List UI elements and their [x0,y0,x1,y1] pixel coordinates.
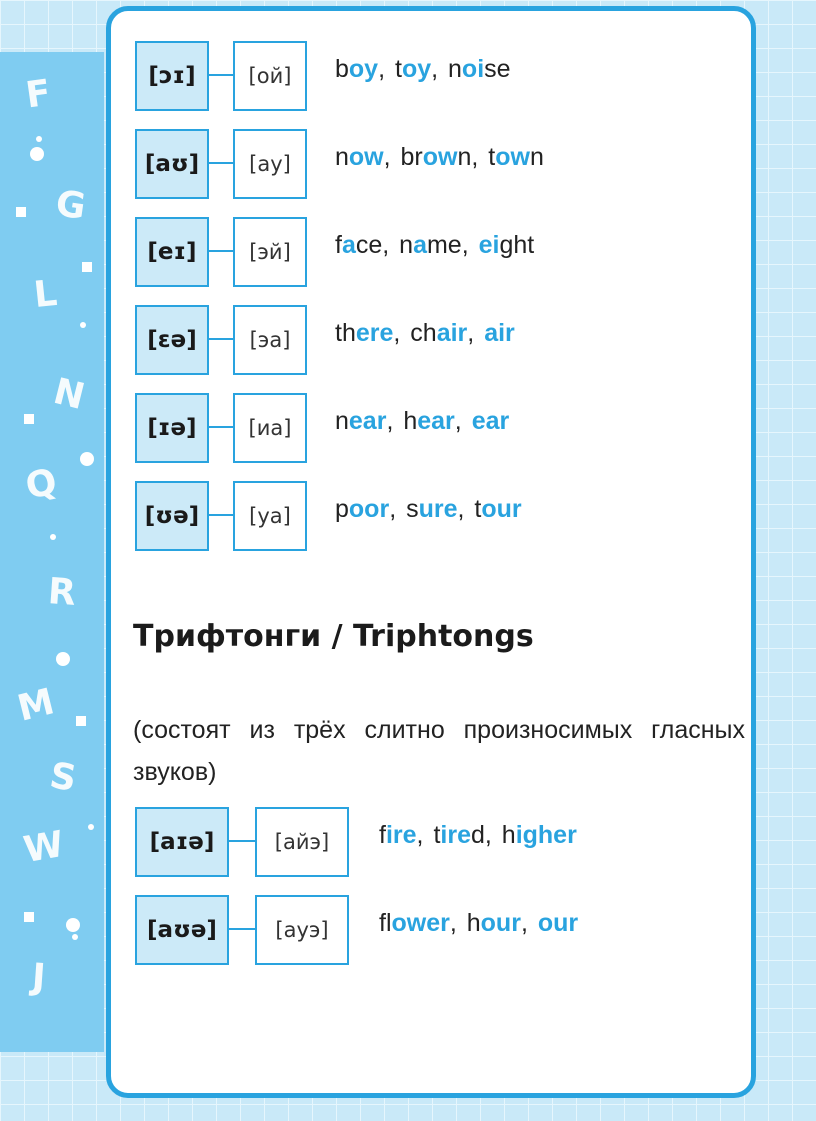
highlighted-letters: oi [461,55,485,83]
word-text: , h [386,407,418,435]
example-words [335,319,515,348]
word-text: , [467,319,485,347]
word-text: n [335,407,349,435]
decor-dot [72,934,78,940]
example-words [335,407,509,436]
phonetics-card [106,6,756,1098]
connector-line [207,514,233,516]
word-text: , t [416,821,441,849]
word-text: f [379,821,386,849]
word-text: b [335,55,349,83]
ipa-symbol: [aʊ] [135,129,209,199]
connector-line [207,338,233,340]
decor-dot [30,147,44,161]
highlighted-letters: ow [422,143,458,171]
word-text: ght [499,231,535,259]
example-words [335,55,511,84]
highlighted-letters: our [537,909,579,937]
connector-line [207,426,233,428]
decor-square [82,262,92,272]
ipa-symbol: [ɪə] [135,393,209,463]
word-text: n, t [457,143,496,171]
word-text: , [520,909,538,937]
ipa-symbol: [ʊə] [135,481,209,551]
decor-letter-g: G [53,183,89,228]
word-text: , n [431,55,462,83]
decor-square [16,207,26,217]
ipa-symbol: [aɪə] [135,807,229,877]
highlighted-letters: ear [417,407,455,435]
decor-letter-j: J [30,956,47,999]
ipa-symbol: [eɪ] [135,217,209,287]
triphthongs-heading: Трифтонги / Triphtongs [133,619,534,654]
word-text: , ch [393,319,437,347]
decor-dot [36,136,42,142]
word-text: n [335,143,349,171]
highlighted-letters: ear [348,407,387,435]
word-text: , s [389,495,419,523]
connector-line [207,74,233,76]
ipa-symbol: [aʊə] [135,895,229,965]
highlighted-letters: ower [391,909,450,937]
highlighted-letters: igher [515,821,577,849]
russian-transcription: [ау] [233,129,307,199]
russian-transcription: [айэ] [255,807,349,877]
word-text: , br [383,143,423,171]
word-text: se [484,55,511,83]
ipa-symbol: [ɔɪ] [135,41,209,111]
highlighted-letters: ure [418,495,458,523]
highlighted-letters: our [481,495,522,523]
word-text: d, h [470,821,516,849]
word-text: n [529,143,544,171]
word-text: th [335,319,356,347]
word-text: ce, n [355,231,414,259]
word-text: p [335,495,349,523]
russian-transcription: [ой] [233,41,307,111]
decor-dot [80,322,86,328]
decorative-letter-strip [0,52,104,1052]
example-words [379,821,577,850]
word-text: me, [426,231,479,259]
decor-letter-f: F [23,72,54,117]
decor-letter-q: Q [22,461,61,508]
decor-dot [56,652,70,666]
highlighted-letters: ow [495,143,530,171]
example-words [335,231,534,260]
russian-transcription: [уа] [233,481,307,551]
triphthongs-note: (состоят из трёх слитно произносимых гласных звуков) [133,716,745,786]
highlighted-letters: ei [478,231,500,259]
decor-letter-r: R [46,571,78,614]
ipa-symbol: [ɛə] [135,305,209,375]
word-text: , t [378,55,402,83]
decor-square [76,716,86,726]
highlighted-letters: a [341,231,356,259]
word-text: fl [379,909,392,937]
highlighted-letters: oy [348,55,379,83]
decor-square [24,414,34,424]
highlighted-letters: ow [348,143,384,171]
example-words [335,495,522,524]
highlighted-letters: ear [471,407,510,435]
highlighted-letters: oy [401,55,432,83]
example-words [335,143,544,172]
russian-transcription: [эй] [233,217,307,287]
word-text: , t [457,495,482,523]
decor-dot [88,824,94,830]
decor-letter-s: S [46,755,80,800]
decor-square [24,912,34,922]
connector-line [207,250,233,252]
connector-line [227,840,255,842]
highlighted-letters: oor [348,495,390,523]
decor-letter-l: L [31,272,60,317]
decor-letter-m: M [13,681,59,730]
word-text: , h [449,909,481,937]
highlighted-letters: a [413,231,427,259]
decor-letter-w: W [20,823,67,872]
russian-transcription: [ауэ] [255,895,349,965]
decor-dot [80,452,94,466]
word-text: , [454,407,472,435]
highlighted-letters: air [436,319,468,347]
example-words [379,909,578,938]
highlighted-letters: ire [385,821,417,849]
word-text: f [335,231,342,259]
highlighted-letters: ere [355,319,394,347]
highlighted-letters: our [480,909,521,937]
connector-line [207,162,233,164]
connector-line [227,928,255,930]
decor-dot [50,534,56,540]
highlighted-letters: ire [440,821,471,849]
highlighted-letters: air [484,319,515,347]
russian-transcription: [эа] [233,305,307,375]
decor-dot [66,918,80,932]
russian-transcription: [иа] [233,393,307,463]
decor-letter-n: N [49,370,89,419]
